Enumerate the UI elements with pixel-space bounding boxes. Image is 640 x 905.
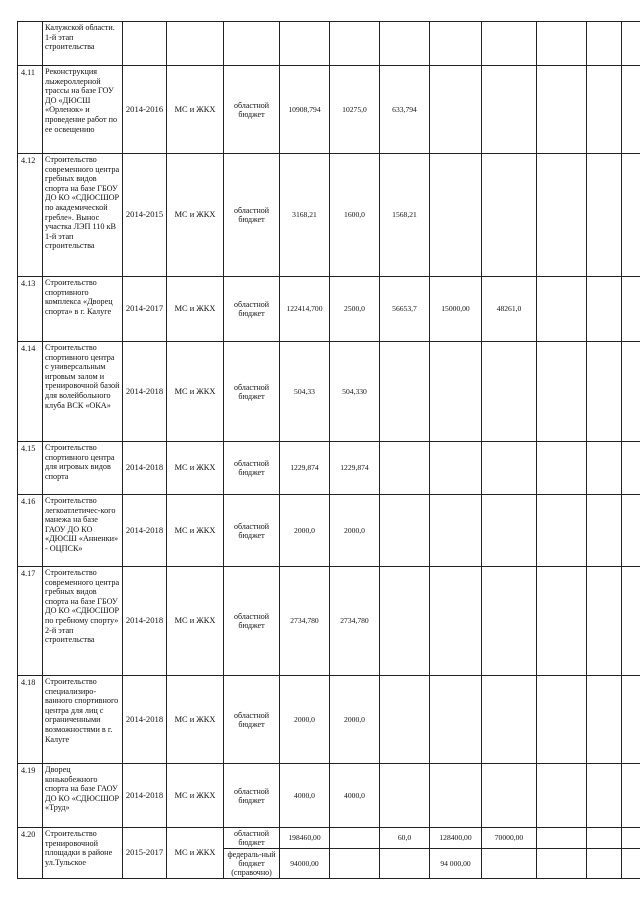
amount-y2015 (380, 495, 430, 567)
executor: МС и ЖКХ (167, 442, 224, 495)
total-amount: 3168,21 (280, 154, 330, 277)
row-number: 4.13 (18, 277, 43, 342)
row-number: 4.17 (18, 567, 43, 676)
total-amount: 1229,874 (280, 442, 330, 495)
amount-y2019 (587, 66, 622, 154)
table-row (18, 828, 640, 849)
amount-y2014: 1600,0 (330, 154, 380, 277)
amount-y2016 (430, 154, 482, 277)
amount-y2020 (622, 676, 640, 764)
amount-y2018 (537, 66, 587, 154)
event-name: Строительство спортивного центра с универсальным игровым залом и тренировочной базой для волейбольного клуба ВСК «ОКА» (43, 342, 123, 442)
table-row (18, 66, 640, 154)
row-number: 4.20 (18, 828, 43, 879)
amount-y2018 (537, 828, 587, 849)
amount-y2014: 2734,780 (330, 567, 380, 676)
implementation-period: 2014-2018 (123, 442, 167, 495)
amount-y2016 (430, 676, 482, 764)
executor: МС и ЖКХ (167, 495, 224, 567)
amount-y2015 (380, 442, 430, 495)
amount-y2014 (330, 849, 380, 879)
amount-y2014: 4000,0 (330, 764, 380, 828)
amount-y2016 (430, 22, 482, 66)
amount-y2020 (622, 277, 640, 342)
amount-y2017 (482, 342, 537, 442)
event-name: Строительство легкоатлетичес-кого манежа на базе ГАОУ ДО КО «ДЮСШ «Анненки» - ОЦПСК» (43, 495, 123, 567)
amount-y2018 (537, 154, 587, 277)
amount-y2019 (587, 277, 622, 342)
row-number: 4.14 (18, 342, 43, 442)
amount-y2020 (622, 66, 640, 154)
amount-y2019 (587, 567, 622, 676)
amount-y2017 (482, 849, 537, 879)
implementation-period: 2014-2015 (123, 154, 167, 277)
event-name: Дворец конькобежного спорта на базе ГАОУ ДО КО «СДЮСШОР «Труд» (43, 764, 123, 828)
amount-y2019 (587, 676, 622, 764)
funding-source: областной бюджет (224, 567, 280, 676)
amount-y2018 (537, 567, 587, 676)
implementation-period: 2014-2018 (123, 676, 167, 764)
total-amount: 4000,0 (280, 764, 330, 828)
amount-y2020 (622, 342, 640, 442)
row-number (18, 22, 43, 66)
implementation-period: 2014-2017 (123, 277, 167, 342)
amount-y2020 (622, 764, 640, 828)
funding-source: областной бюджет (224, 277, 280, 342)
amount-y2019 (587, 342, 622, 442)
row-number: 4.19 (18, 764, 43, 828)
amount-y2015 (380, 764, 430, 828)
amount-y2014: 10275,0 (330, 66, 380, 154)
amount-y2014: 1229,874 (330, 442, 380, 495)
total-amount: 94000,00 (280, 849, 330, 879)
total-amount: 198460,00 (280, 828, 330, 849)
event-name: Строительство современного центра гребных видов спорта на базе ГБОУ ДО КО «СДЮСШОР по академической гребле». Вынос участка ЛЭП 110 кВ 1-й этап строительства (43, 154, 123, 277)
table-row (18, 567, 640, 676)
total-amount: 122414,700 (280, 277, 330, 342)
table-row (18, 277, 640, 342)
table-row (18, 495, 640, 567)
amount-y2016 (430, 764, 482, 828)
table-row (18, 676, 640, 764)
budget-table (17, 21, 640, 879)
amount-y2018 (537, 277, 587, 342)
implementation-period (123, 22, 167, 66)
amount-y2019 (587, 22, 622, 66)
amount-y2015 (380, 342, 430, 442)
executor: МС и ЖКХ (167, 66, 224, 154)
event-name: Строительство тренировочной площадки в районе ул.Тульское (43, 828, 123, 879)
amount-y2019 (587, 442, 622, 495)
funding-source: областной бюджет (224, 342, 280, 442)
amount-y2020 (622, 495, 640, 567)
total-amount: 2000,0 (280, 495, 330, 567)
amount-y2016 (430, 66, 482, 154)
amount-y2016 (430, 342, 482, 442)
funding-source: областной бюджет (224, 676, 280, 764)
event-name: Реконструкция лыжероллерной трассы на базе ГОУ ДО «ДЮСШ «Орленок» и проведение работ по ее освещению (43, 66, 123, 154)
implementation-period: 2014-2018 (123, 495, 167, 567)
executor (167, 22, 224, 66)
implementation-period: 2014-2016 (123, 66, 167, 154)
funding-source: областной бюджет (224, 764, 280, 828)
amount-y2018 (537, 342, 587, 442)
amount-y2017 (482, 764, 537, 828)
amount-y2015: 1568,21 (380, 154, 430, 277)
executor: МС и ЖКХ (167, 764, 224, 828)
implementation-period: 2014-2018 (123, 567, 167, 676)
table-row (18, 442, 640, 495)
amount-y2016: 15000,00 (430, 277, 482, 342)
event-name: Калужской области. 1-й этап строительства (43, 22, 123, 66)
amount-y2015 (380, 567, 430, 676)
amount-y2019 (587, 495, 622, 567)
amount-y2017: 70000,00 (482, 828, 537, 849)
amount-y2018 (537, 849, 587, 879)
amount-y2017 (482, 495, 537, 567)
amount-y2016 (430, 442, 482, 495)
amount-y2018 (537, 22, 587, 66)
row-number: 4.11 (18, 66, 43, 154)
row-number: 4.12 (18, 154, 43, 277)
amount-y2015 (380, 22, 430, 66)
amount-y2018 (537, 495, 587, 567)
amount-y2015: 60,0 (380, 828, 430, 849)
amount-y2017 (482, 66, 537, 154)
table-row (18, 154, 640, 277)
amount-y2015 (380, 676, 430, 764)
executor: МС и ЖКХ (167, 342, 224, 442)
total-amount: 2000,0 (280, 676, 330, 764)
executor: МС и ЖКХ (167, 676, 224, 764)
amount-y2014: 2000,0 (330, 676, 380, 764)
total-amount: 504,33 (280, 342, 330, 442)
amount-y2017 (482, 22, 537, 66)
amount-y2020 (622, 22, 640, 66)
amount-y2019 (587, 828, 622, 849)
amount-y2014 (330, 22, 380, 66)
event-name: Строительство специализиро-ванного спортивного центра для лиц с ограниченными возможностями в г. Калуге (43, 676, 123, 764)
amount-y2017 (482, 442, 537, 495)
amount-y2016 (430, 495, 482, 567)
event-name: Строительство современного центра гребных видов спорта на базе ГБОУ ДО КО «СДЮСШОР по гребному спорту» 2-й этап строительства (43, 567, 123, 676)
row-number: 4.16 (18, 495, 43, 567)
funding-source: федераль-ный бюджет (справочно) (224, 849, 280, 879)
funding-source: областной бюджет (224, 66, 280, 154)
executor: МС и ЖКХ (167, 828, 224, 879)
funding-source (224, 22, 280, 66)
executor: МС и ЖКХ (167, 154, 224, 277)
amount-y2017: 48261,0 (482, 277, 537, 342)
amount-y2016 (430, 567, 482, 676)
amount-y2017 (482, 154, 537, 277)
amount-y2014: 2500,0 (330, 277, 380, 342)
amount-y2014 (330, 828, 380, 849)
amount-y2015: 633,794 (380, 66, 430, 154)
funding-source: областной бюджет (224, 495, 280, 567)
amount-y2018 (537, 764, 587, 828)
executor: МС и ЖКХ (167, 277, 224, 342)
total-amount: 2734,780 (280, 567, 330, 676)
amount-y2018 (537, 442, 587, 495)
funding-source: областной бюджет (224, 442, 280, 495)
funding-source: областной бюджет (224, 154, 280, 277)
amount-y2016: 128400,00 (430, 828, 482, 849)
implementation-period: 2014-2018 (123, 764, 167, 828)
table-row (18, 764, 640, 828)
implementation-period: 2014-2018 (123, 342, 167, 442)
amount-y2020 (622, 849, 640, 879)
amount-y2019 (587, 154, 622, 277)
row-number: 4.18 (18, 676, 43, 764)
amount-y2020 (622, 567, 640, 676)
total-amount: 10908,794 (280, 66, 330, 154)
amount-y2017 (482, 676, 537, 764)
amount-y2019 (587, 849, 622, 879)
table-row (18, 342, 640, 442)
total-amount (280, 22, 330, 66)
amount-y2014: 504,330 (330, 342, 380, 442)
amount-y2020 (622, 154, 640, 277)
amount-y2015: 56653,7 (380, 277, 430, 342)
amount-y2018 (537, 676, 587, 764)
amount-y2020 (622, 828, 640, 849)
executor: МС и ЖКХ (167, 567, 224, 676)
table-row (18, 22, 640, 66)
amount-y2015 (380, 849, 430, 879)
implementation-period: 2015-2017 (123, 828, 167, 879)
amount-y2016: 94 000,00 (430, 849, 482, 879)
event-name: Строительство спортивного комплекса «Дворец спорта» в г. Калуге (43, 277, 123, 342)
row-number: 4.15 (18, 442, 43, 495)
event-name: Строительство спортивного центра для игровых видов спорта (43, 442, 123, 495)
amount-y2014: 2000,0 (330, 495, 380, 567)
amount-y2020 (622, 442, 640, 495)
funding-source: областной бюджет (224, 828, 280, 849)
amount-y2017 (482, 567, 537, 676)
amount-y2019 (587, 764, 622, 828)
